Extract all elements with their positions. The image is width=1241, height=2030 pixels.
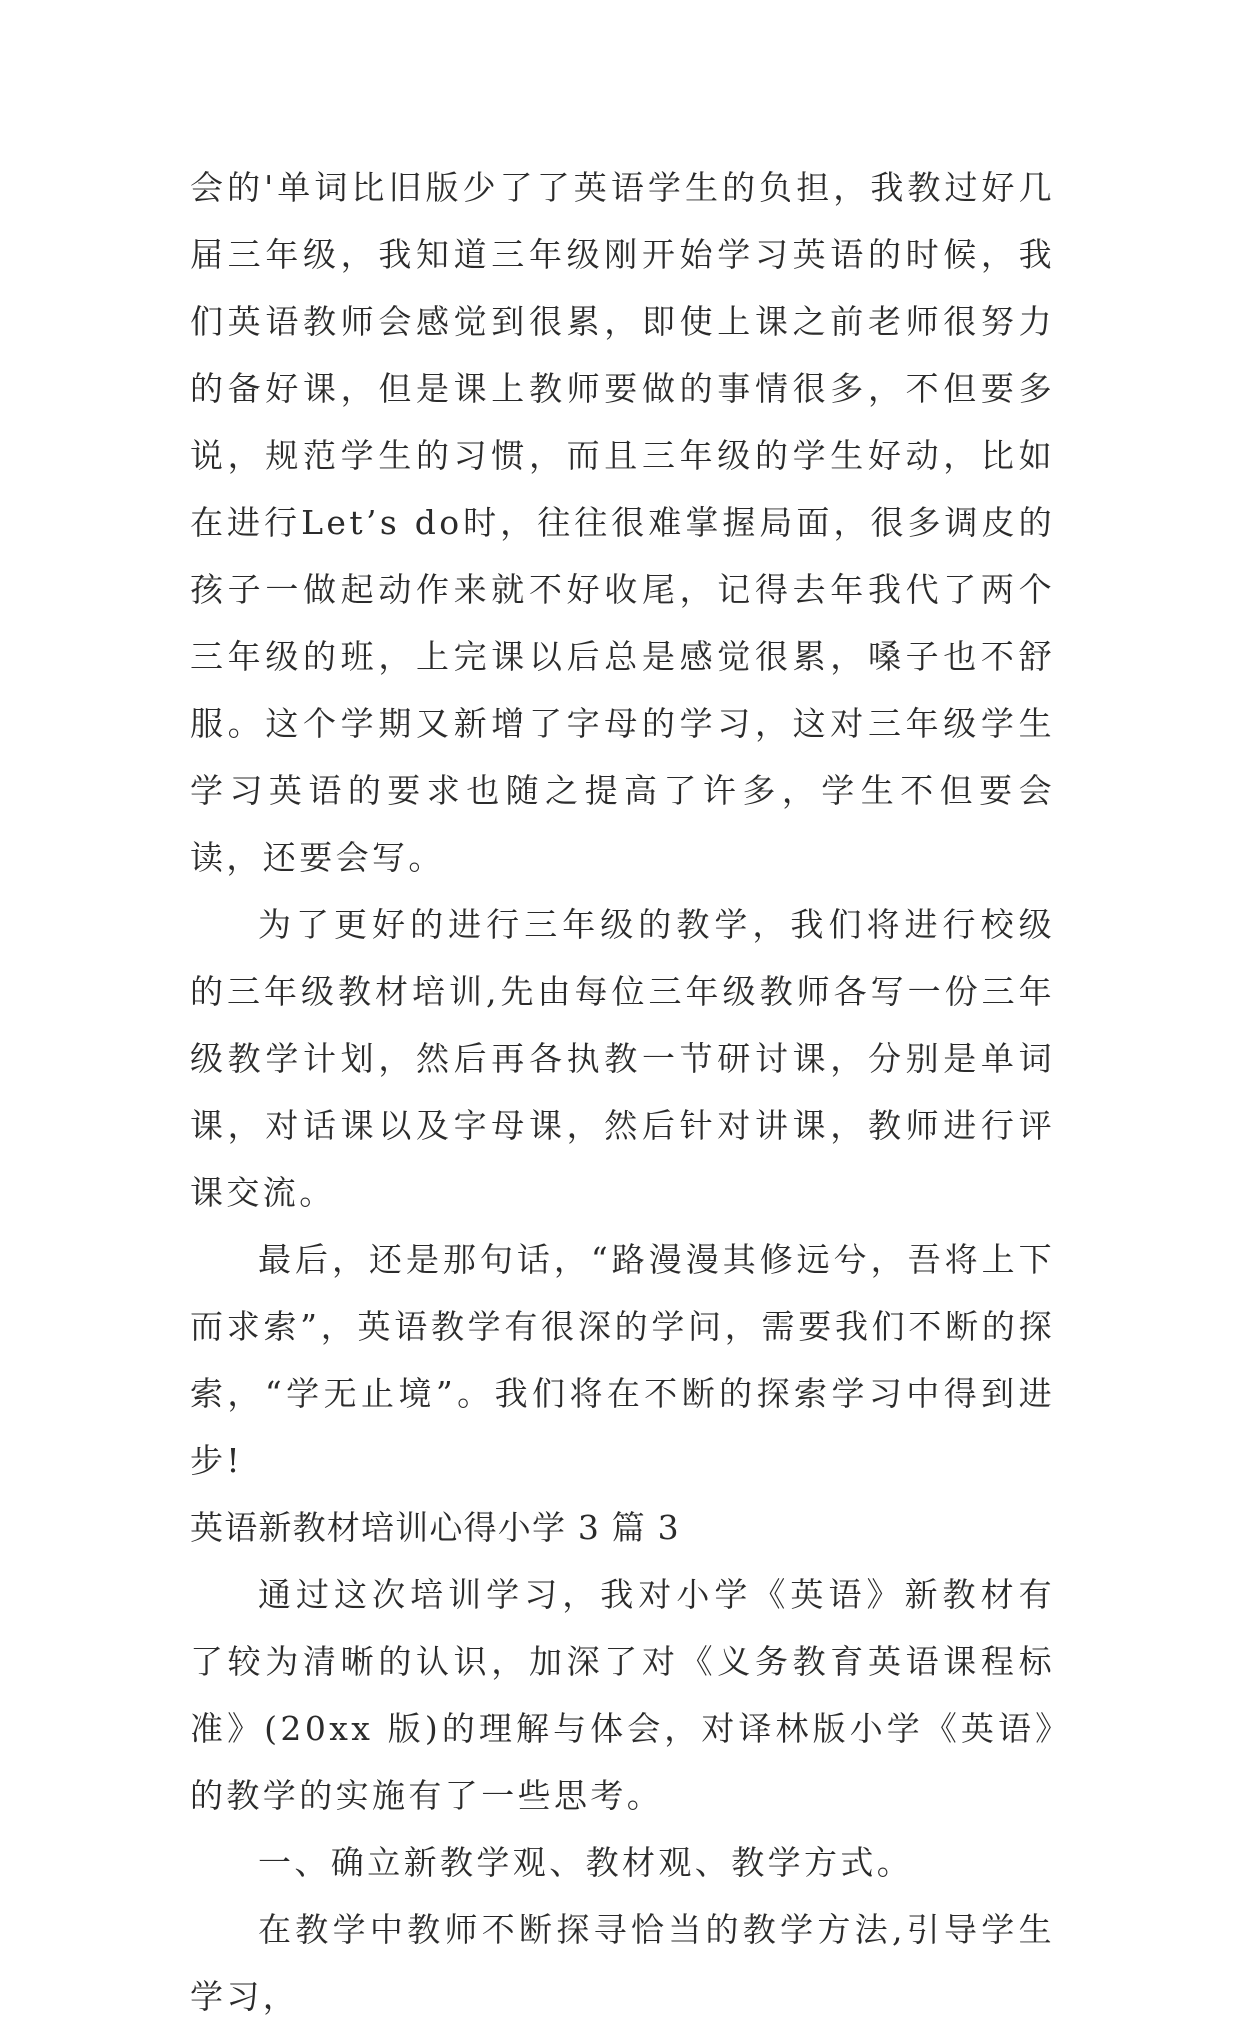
paragraph-continuation: 会的'单词比旧版少了了英语学生的负担，我教过好几届三年级，我知道三年级刚开始学习英语的时候，我们英语教师会感觉到很累，即使上课之前老师很努力的备好课，但是课上教师要做的事情很多，不但要多说，规范学生的习惯，而且三年级的学生好动，比如在进行Let’s do时，往往很难掌握局面，很多调皮的孩子一做起动作来就不好收尾，记得去年我代了两个三年级的班，上完课以后总是感觉很累，嗓子也不舒服。这个学期又新增了字母的学习，这对三年级学生学习英语的要求也随之提高了许多，学生不但要会读，还要会写。	[190, 168, 1055, 877]
section-heading: 英语新教材培训心得小学 3 篇 3	[190, 1508, 680, 1547]
document-body	[190, 154, 1055, 2030]
paragraph-conclusion: 最后，还是那句话，“路漫漫其修远兮，吾将上下而求索”，英语教学有很深的学问，需要我们不断的探索，“学无止境”。我们将在不断的探索学习中得到进步!	[190, 1240, 1055, 1480]
paragraph-training-plan: 为了更好的进行三年级的教学，我们将进行校级的三年级教材培训,先由每位三年级教师各写一份三年级教学计划，然后再各执教一节研讨课，分别是单词课，对话课以及字母课，然后针对讲课，教师进行评课交流。	[190, 905, 1055, 1212]
paragraph-intro: 通过这次培训学习，我对小学《英语》新教材有了较为清晰的认识，加深了对《义务教育英语课程标准》(20xx 版)的理解与体会，对译林版小学《英语》的教学的实施有了一些思考。	[190, 1575, 1055, 1815]
paragraph-teaching-method: 在教学中教师不断探寻恰当的教学方法,引导学生学习，	[190, 1910, 1055, 2016]
paragraph-point-one: 一、确立新教学观、教材观、教学方式。	[258, 1843, 914, 1882]
